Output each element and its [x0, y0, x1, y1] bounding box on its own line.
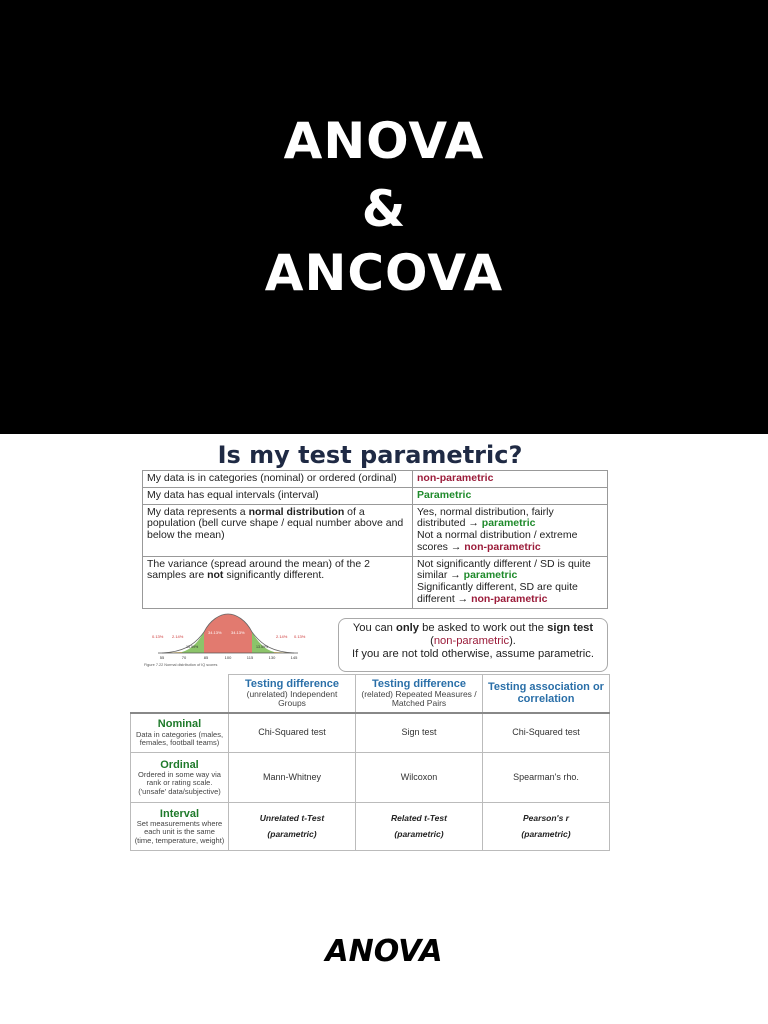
- bell-band-left-13: [182, 632, 204, 653]
- note-text: ).: [509, 634, 516, 647]
- hero-line-2: &: [361, 180, 407, 238]
- parametric-label: parametric: [463, 569, 518, 582]
- row-text: Not a normal distribution / extreme scores →: [417, 529, 578, 553]
- col-header: Testing association or correlation: [483, 675, 610, 713]
- non-parametric-label: non-parametric: [464, 540, 541, 553]
- pct-label: 34.13%: [231, 630, 245, 635]
- table-row: [143, 504, 608, 556]
- non-parametric-label: non-parametric: [471, 592, 548, 605]
- row-text: significantly different.: [223, 569, 325, 582]
- infographic-title: Is my test parametric?: [217, 441, 523, 469]
- row-text: Significantly different, SD are quite different →: [417, 581, 578, 605]
- row-text-bold: not: [207, 569, 224, 582]
- tick-label: 70: [181, 655, 187, 660]
- table-cell: Mann-Whitney: [229, 753, 356, 803]
- tick-label: 55: [159, 655, 165, 660]
- pct-label: 13.59%: [256, 645, 269, 649]
- figure-caption: Figure 7.22 Normal distribution of IQ scores: [144, 663, 218, 667]
- row-text: The variance (spread around the mean) of the 2 samples are: [147, 557, 370, 582]
- parametric-label: parametric: [481, 517, 536, 530]
- table-cell: Unrelated t-Test (parametric): [229, 803, 356, 851]
- table-row: [131, 753, 610, 803]
- parametric-label: Parametric: [417, 488, 472, 501]
- table-row: [143, 487, 608, 504]
- note-text: be asked to work out the: [419, 622, 548, 634]
- parametric-table: [142, 470, 608, 609]
- title-banner: [0, 0, 768, 434]
- table-row: [131, 713, 610, 753]
- pct-label: 2.14%: [276, 634, 288, 639]
- pct-label: 0.13%: [152, 634, 164, 639]
- tick-label: 145: [290, 655, 298, 660]
- row-text: My data has equal intervals (interval): [147, 488, 319, 501]
- pct-label: 34.13%: [208, 630, 222, 635]
- note-text: (: [430, 634, 434, 647]
- row-text: My data is in categories (nominal) or ordered (ordinal): [147, 472, 397, 484]
- row-text: My data represents a: [147, 505, 249, 518]
- table-cell: Wilcoxon: [356, 753, 483, 803]
- table-cell: Chi-Squared test: [483, 713, 610, 753]
- row-text: Not significantly different / SD is quite similar →: [417, 557, 591, 582]
- table-cell: Spearman's rho.: [483, 753, 610, 803]
- note-text: You can: [352, 622, 396, 634]
- bell-curve-figure: [142, 612, 317, 668]
- tick-label: 85: [203, 655, 209, 660]
- statistical-test-table: [130, 674, 610, 851]
- row-header: Ordinal Ordered in some way via rank or rating scale. ('unsafe' data/subjective): [131, 753, 229, 803]
- bell-band-right-13: [252, 632, 274, 653]
- table-row: [131, 803, 610, 851]
- tick-label: 100: [224, 655, 232, 660]
- table-cell: Chi-Squared test: [229, 713, 356, 753]
- pct-label: 13.59%: [186, 645, 199, 649]
- non-parametric-label: non-parametric: [417, 472, 494, 484]
- table-header-row: [131, 675, 610, 713]
- pct-label: 2.14%: [172, 634, 184, 639]
- footer-title: ANOVA: [325, 934, 443, 969]
- row-text-bold: normal distribution: [248, 505, 345, 518]
- table-cell: Pearson's r (parametric): [483, 803, 610, 851]
- table-cell: Sign test: [356, 713, 483, 753]
- col-header: Testing difference (related) Repeated Measures / Matched Pairs: [356, 675, 483, 713]
- table-row: [143, 471, 608, 488]
- hero-line-1: ANOVA: [283, 112, 485, 170]
- col-header: Testing difference (unrelated) Independent Groups: [229, 675, 356, 713]
- note-text: If you are not told otherwise, assume parametric.: [352, 647, 594, 660]
- pct-label: 0.13%: [294, 634, 306, 639]
- table-row: [143, 556, 608, 608]
- non-parametric-label: non-parametric: [433, 634, 510, 647]
- row-text: of a population (bell curve shape / equal number above and below the mean): [147, 505, 404, 541]
- note-bold: only: [396, 622, 419, 634]
- table-cell: Related t-Test (parametric): [356, 803, 483, 851]
- row-header: Interval Set measurements where each unit is the same (time, temperature, weight): [131, 803, 229, 851]
- tick-label: 115: [246, 655, 254, 660]
- sign-test-note: [338, 618, 608, 672]
- row-header: Nominal Data in categories (males, females, football teams): [131, 713, 229, 753]
- tick-label: 130: [268, 655, 276, 660]
- hero-line-3: ANCOVA: [264, 244, 504, 302]
- note-bold: sign test: [547, 622, 594, 634]
- row-text: Yes, normal distribution, fairly distributed →: [417, 505, 554, 530]
